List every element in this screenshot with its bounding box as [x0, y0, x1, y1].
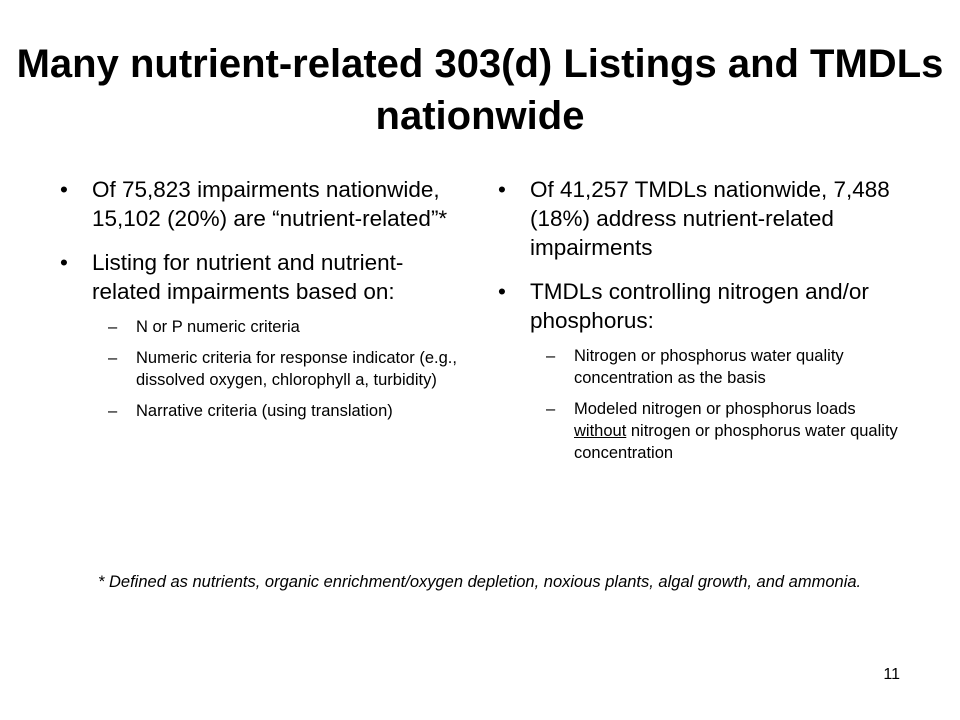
bullet-tmdl-controls: [498, 277, 898, 464]
bullet-impairments: [60, 175, 470, 233]
bullet-text: Of 75,823 impairments nationwide, 15,102 (20%) are “nutrient-related”*: [92, 177, 448, 231]
underlined-word: without: [574, 422, 627, 440]
footnote: * Defined as nutrients, organic enrichment/oxygen depletion, noxious plants, algal growth, and ammonia.: [98, 573, 862, 591]
bullet-text: Of 41,257 TMDLs nationwide, 7,488 (18%) address nutrient-related impairments: [530, 177, 890, 260]
slide-title: Many nutrient-related 303(d) Listings and TMDLs nationwide: [16, 42, 944, 138]
left-column: [60, 175, 470, 437]
sub-item: – Numeric criteria for response indicator (e.g., dissolved oxygen, chlorophyll a, turbidity): [92, 347, 470, 391]
sub-item-text: Modeled nitrogen or phosphorus loads: [574, 400, 856, 418]
bullet-text: TMDLs controlling nitrogen and/or phosphorus:: [530, 279, 869, 333]
sub-item: – N or P numeric criteria: [92, 316, 470, 338]
right-column: [498, 175, 898, 479]
sub-item: [530, 398, 898, 464]
sub-item: [530, 345, 898, 389]
sub-item-text: nitrogen or phosphorus water quality concentration: [574, 422, 898, 462]
bullet-text: Listing for nutrient and nutrient-related impairments based on:: [92, 250, 404, 304]
right-bullet-list: [498, 175, 898, 464]
left-bullet-list: [60, 175, 470, 422]
sub-item: – Narrative criteria (using translation): [92, 400, 470, 422]
tmdl-controls-sublist: [530, 345, 898, 464]
sub-item-text: Nitrogen or phosphorus water quality concentration as the basis: [574, 347, 844, 387]
bullet-listing-basis: [60, 248, 470, 422]
page-number: 11: [883, 666, 900, 683]
bullet-tmdls: [498, 175, 898, 262]
listing-basis-sublist: [92, 316, 470, 422]
